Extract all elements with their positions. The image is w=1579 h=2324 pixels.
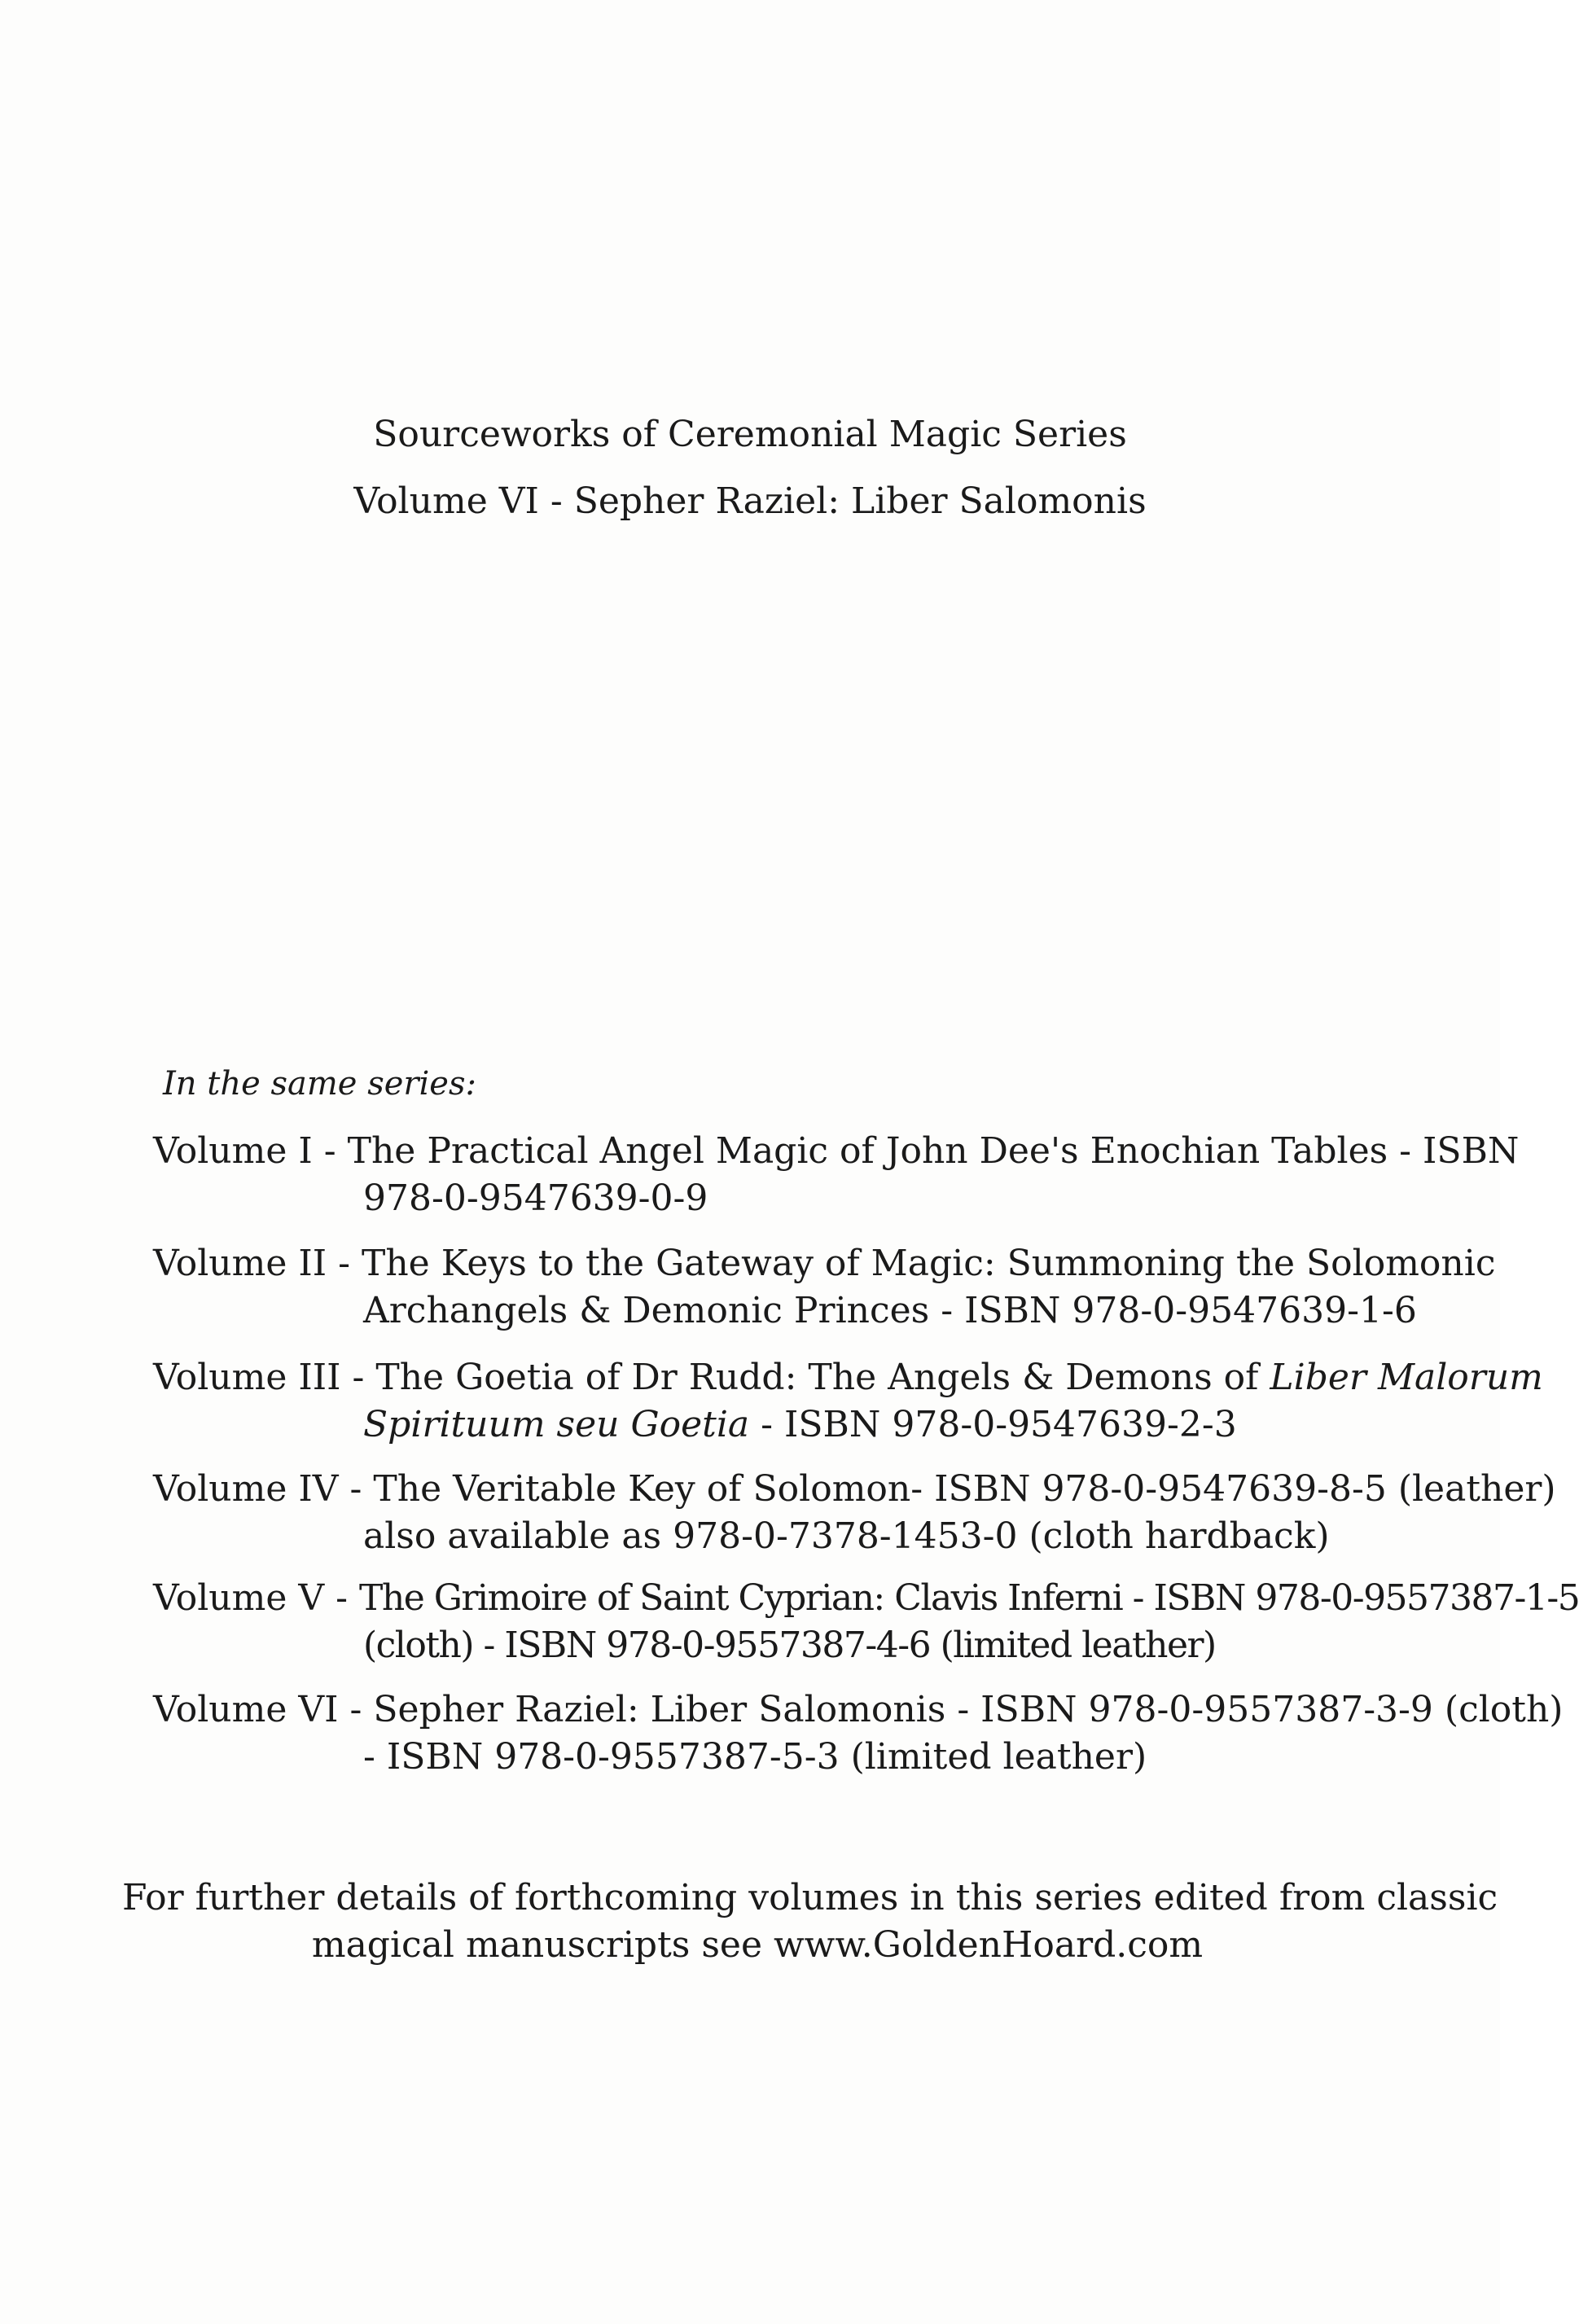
volume-title: Volume VI - Sepher Raziel: Liber Salomonis [353,480,1147,522]
volume-line-2: Archangels & Demonic Princes - ISBN 978-0-9547639-1-6 [363,1290,1417,1331]
volume-line-2: - ISBN 978-0-9557387-5-3 (limited leather) [363,1736,1147,1778]
separator: - [324,1577,360,1619]
volume-label: Volume VI [153,1689,339,1730]
volume-label: Volume V [153,1577,325,1619]
volume-label: Volume III [153,1357,341,1398]
volume-entry-3 [153,1354,1543,1449]
volume-line-2-italic: Spirituum seu Goetia [363,1404,750,1445]
volume-label: Volume IV [153,1468,339,1510]
volume-line-2: 978-0-9547639-0-9 [363,1177,708,1219]
volume-entry-5 [153,1575,1579,1669]
volume-line-1: The Keys to the Gateway of Magic: Summoning the Solomonic [362,1243,1496,1284]
volume-line-2 [153,1401,1423,1449]
separator: - [327,1243,362,1284]
volume-line-1-italic: Liber Malorum [1270,1357,1543,1398]
volume-line-2-text: - ISBN 978-0-9547639-2-3 [749,1404,1237,1445]
separator: - [338,1689,374,1730]
separator: - [312,1130,348,1172]
volume-line-1: The Veritable Key of Solomon- ISBN 978-0-9547639-8-5 (leather) [373,1468,1556,1510]
separator: - [338,1468,374,1510]
volume-line-1: The Practical Angel Magic of John Dee's Enochian Tables - ISBN [347,1130,1520,1172]
separator: - [340,1357,376,1398]
volume-label: Volume I [153,1130,313,1172]
volume-line-1 [375,1354,1543,1401]
volume-entry-4 [153,1466,1556,1560]
volume-label: Volume II [153,1243,327,1284]
volume-entry-1 [153,1128,1520,1222]
volume-line-2: (cloth) - ISBN 978-0-9557387-4-6 (limited leather) [363,1625,1216,1666]
footer-line-2: magical manuscripts see www.GoldenHoard.com [311,1924,1204,1966]
volume-line-1-text: The Goetia of Dr Rudd: The Angels & Demons of [375,1357,1270,1398]
volume-line-1: Sepher Raziel: Liber Salomonis - ISBN 978-0-9557387-3-9 (cloth) [373,1689,1564,1730]
volume-entry-6 [153,1686,1564,1781]
volume-line-1: The Grimoire of Saint Cyprian: Clavis Inferni - ISBN 978-0-9557387-1-5 [359,1577,1579,1619]
footer-line-1: For further details of forthcoming volumes in this series edited from classic [122,1877,1498,1918]
same-series-heading: In the same series: [163,1065,476,1103]
volume-entry-2 [153,1240,1496,1335]
footer-note [122,1875,1498,1969]
series-title: Sourceworks of Ceremonial Magic Series [373,414,1127,455]
volume-line-2: also available as 978-0-7378-1453-0 (cloth hardback) [363,1515,1330,1557]
